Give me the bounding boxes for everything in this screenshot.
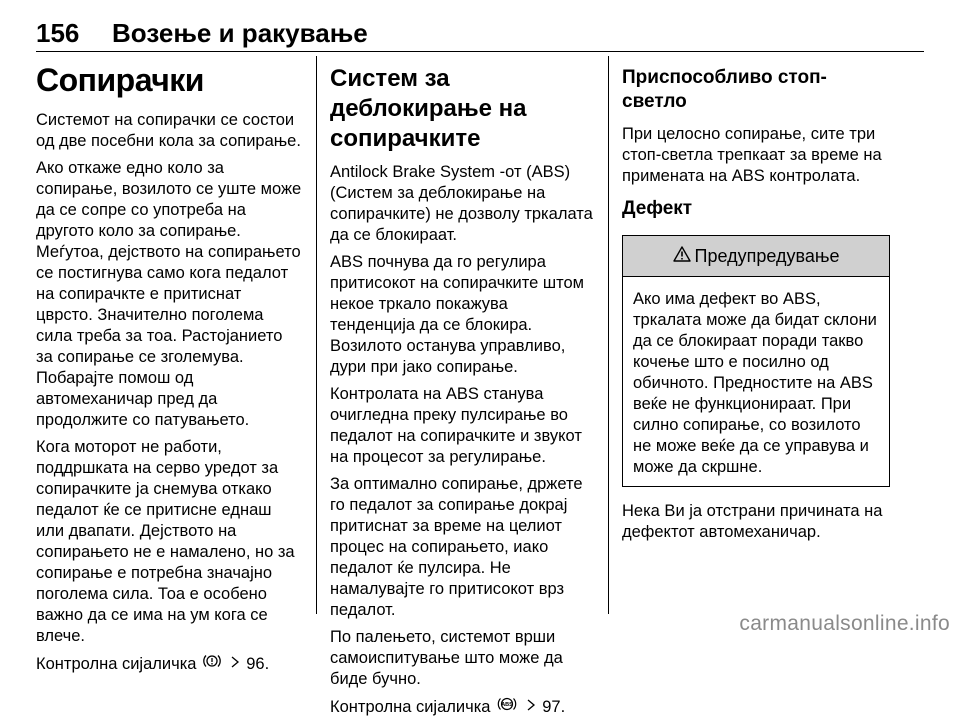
- page-header: [36, 18, 924, 52]
- column-brake-light: [622, 56, 890, 618]
- warning-body: [623, 277, 889, 486]
- control-lamp-reference: [330, 696, 596, 718]
- paragraph: Ако откаже едно коло за сопирање, возилото се уште може да се сопре со употреба на другото коло за сопирање. Меѓутоа, дејството на сопирањето се постигнува само кога педалот на сопирачкте е притиснат цврсто. Значително поголема сила треба за тоа. Растојанието за сопирање се зголемува. Побарајте помош од автомеханичар пред да продолжите со патувањето.: [36, 159, 302, 429]
- reference-text: Контролна сијаличка: [330, 698, 491, 716]
- reference-page[interactable]: 97.: [542, 698, 566, 716]
- column-divider: [608, 56, 609, 614]
- section-heading-brakes: Сопирачки: [36, 62, 204, 98]
- warning-text: Ако има дефект во ABS, тркалата може да бидат склони да се блокираат поради такво кочење што е посилно од обичното. Предностите на ABS веќе не функционираат. При силно сопирање, со возилото не може веќе да се управува и може да скршне.: [633, 290, 877, 476]
- section-heading-adaptive-brake-light: Приспособливо стоп-светло: [622, 67, 827, 112]
- column-brakes: [36, 56, 302, 673]
- paragraph: Нека Ви ја отстрани причината на дефектот автомеханичар.: [622, 502, 883, 541]
- paragraph: Контролата на ABS станува очигледна преку пулсирање во педалот на сопирачките и звукот на процесот за регулирање.: [330, 385, 582, 466]
- paragraph: За оптимално сопирање, држете го педалот за сопирање докрај притиснат за време на целиот процес на сопирањето, иако педалот ќе пулсира. Не намалувајте го притисокот врз педалот.: [330, 475, 583, 619]
- brake-warning-icon: [203, 653, 221, 675]
- header-divider: [36, 51, 924, 52]
- running-title: Возење и ракување: [112, 18, 368, 48]
- column-abs: [330, 56, 596, 716]
- control-lamp-reference: [36, 653, 302, 675]
- paragraph: Antilock Brake System -от (ABS) (Систем за деблокирање на сопирачките) не дозволу тркалата да се блокираат.: [330, 163, 593, 244]
- paragraph: Кога моторот не работи, поддршката на серво уредот за сопирачките ја снемува откако педалот ќе се притисне еднаш или двапати. Дејството на сопирањето не е намалено, но за сопирање е потребна значајно поголема сила. Тоа е особено важно да се има на ум кога се влече.: [36, 438, 295, 645]
- abs-warning-icon: [497, 696, 517, 718]
- reference-text: Контролна сијаличка: [36, 655, 197, 673]
- subheading-fault: Дефект: [622, 198, 693, 219]
- warning-box: [622, 235, 890, 487]
- section-heading-abs: Систем за деблокирање на сопирачките: [330, 65, 527, 152]
- page-reference-arrow-icon[interactable]: [230, 654, 240, 675]
- paragraph: ABS почнува да го регулира притисокот на сопирачките штом некое тркало покажува тенденција да се блокира. Возилото останува управливо, дури при јако сопирање.: [330, 253, 584, 376]
- paragraph: По палењето, системот врши самоиспитување што може да биде бучно.: [330, 628, 563, 688]
- paragraph: При целосно сопирање, сите три стоп-светла трепкаат за време на примената на ABS контролата.: [622, 125, 882, 185]
- watermark: carmanualsonline.info: [739, 612, 950, 635]
- reference-page[interactable]: 96.: [246, 655, 270, 673]
- column-divider: [316, 56, 317, 614]
- page-number: 156: [36, 18, 80, 48]
- paragraph: Системот на сопирачки се состои од две посебни кола за сопирање.: [36, 111, 301, 150]
- warning-title: Предупредување: [694, 245, 840, 266]
- svg-text:ABS: ABS: [501, 702, 513, 709]
- page-reference-arrow-icon[interactable]: [526, 697, 536, 718]
- warning-triangle-icon: [673, 246, 691, 267]
- warning-header: [623, 236, 889, 277]
